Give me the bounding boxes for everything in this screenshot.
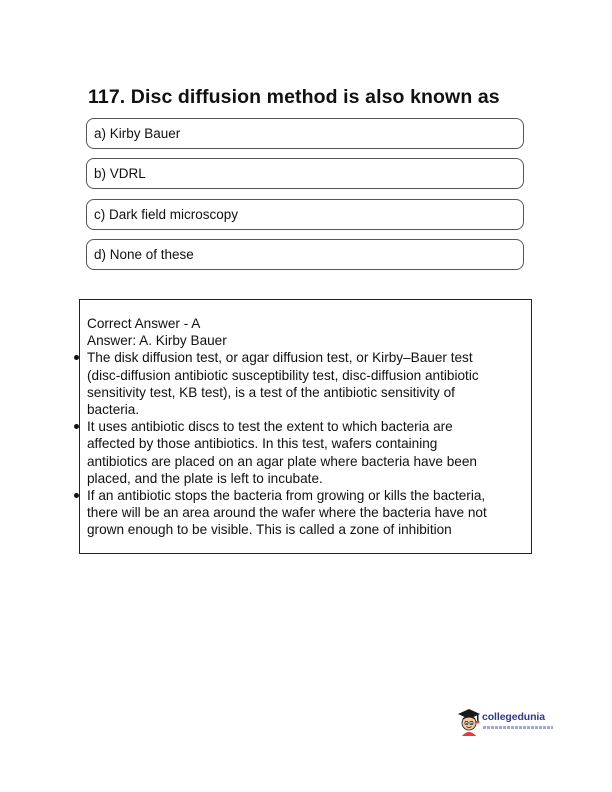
- brand-name: collegedunia: [482, 711, 545, 723]
- option-b[interactable]: b) VDRL: [86, 158, 524, 189]
- bullet-line: grown enough to be visible. This is called a zone of inhibition: [87, 522, 452, 538]
- bullet-line: affected by those antibiotics. In this test, wafers containing: [87, 436, 438, 452]
- explanation-bullet: [87, 349, 527, 418]
- bullet-line: (disc-diffusion antibiotic susceptibility test, disc-diffusion antibiotic: [87, 367, 479, 383]
- explanation-bullet: [87, 418, 527, 487]
- bullet-line: It uses antibiotic discs to test the extent to which bacteria are: [87, 419, 453, 435]
- option-a[interactable]: a) Kirby Bauer: [86, 118, 524, 149]
- bullet-line: sensitivity test, KB test), is a test of the antibiotic sensitivity of: [87, 384, 455, 400]
- answer-explanation: [87, 315, 527, 539]
- bullet-line: placed, and the plate is left to incubate.: [87, 470, 323, 486]
- collegedunia-logo[interactable]: [456, 706, 556, 740]
- bullet-line: there will be an area around the wafer where the bacteria have not: [87, 505, 487, 521]
- question-title: 117. Disc diffusion method is also known as: [88, 86, 500, 108]
- option-c[interactable]: c) Dark field microscopy: [86, 199, 524, 230]
- bullet-line: The disk diffusion test, or agar diffusion test, or Kirby–Bauer test: [87, 350, 473, 366]
- option-d[interactable]: d) None of these: [86, 239, 524, 270]
- answer-line: Answer: A. Kirby Bauer: [87, 333, 227, 349]
- bullet-line: bacteria.: [87, 402, 140, 418]
- bullet-line: antibiotics are placed on an agar plate where bacteria have been: [87, 453, 477, 469]
- brand-tagline: [483, 726, 553, 729]
- correct-answer: Correct Answer - A: [87, 316, 201, 331]
- graduate-mascot-icon: [456, 706, 482, 738]
- bullet-line: If an antibiotic stops the bacteria from growing or kills the bacteria,: [87, 488, 486, 504]
- explanation-list: [87, 349, 527, 538]
- bullet-dot-icon: [74, 493, 79, 498]
- explanation-bullet: [87, 487, 527, 539]
